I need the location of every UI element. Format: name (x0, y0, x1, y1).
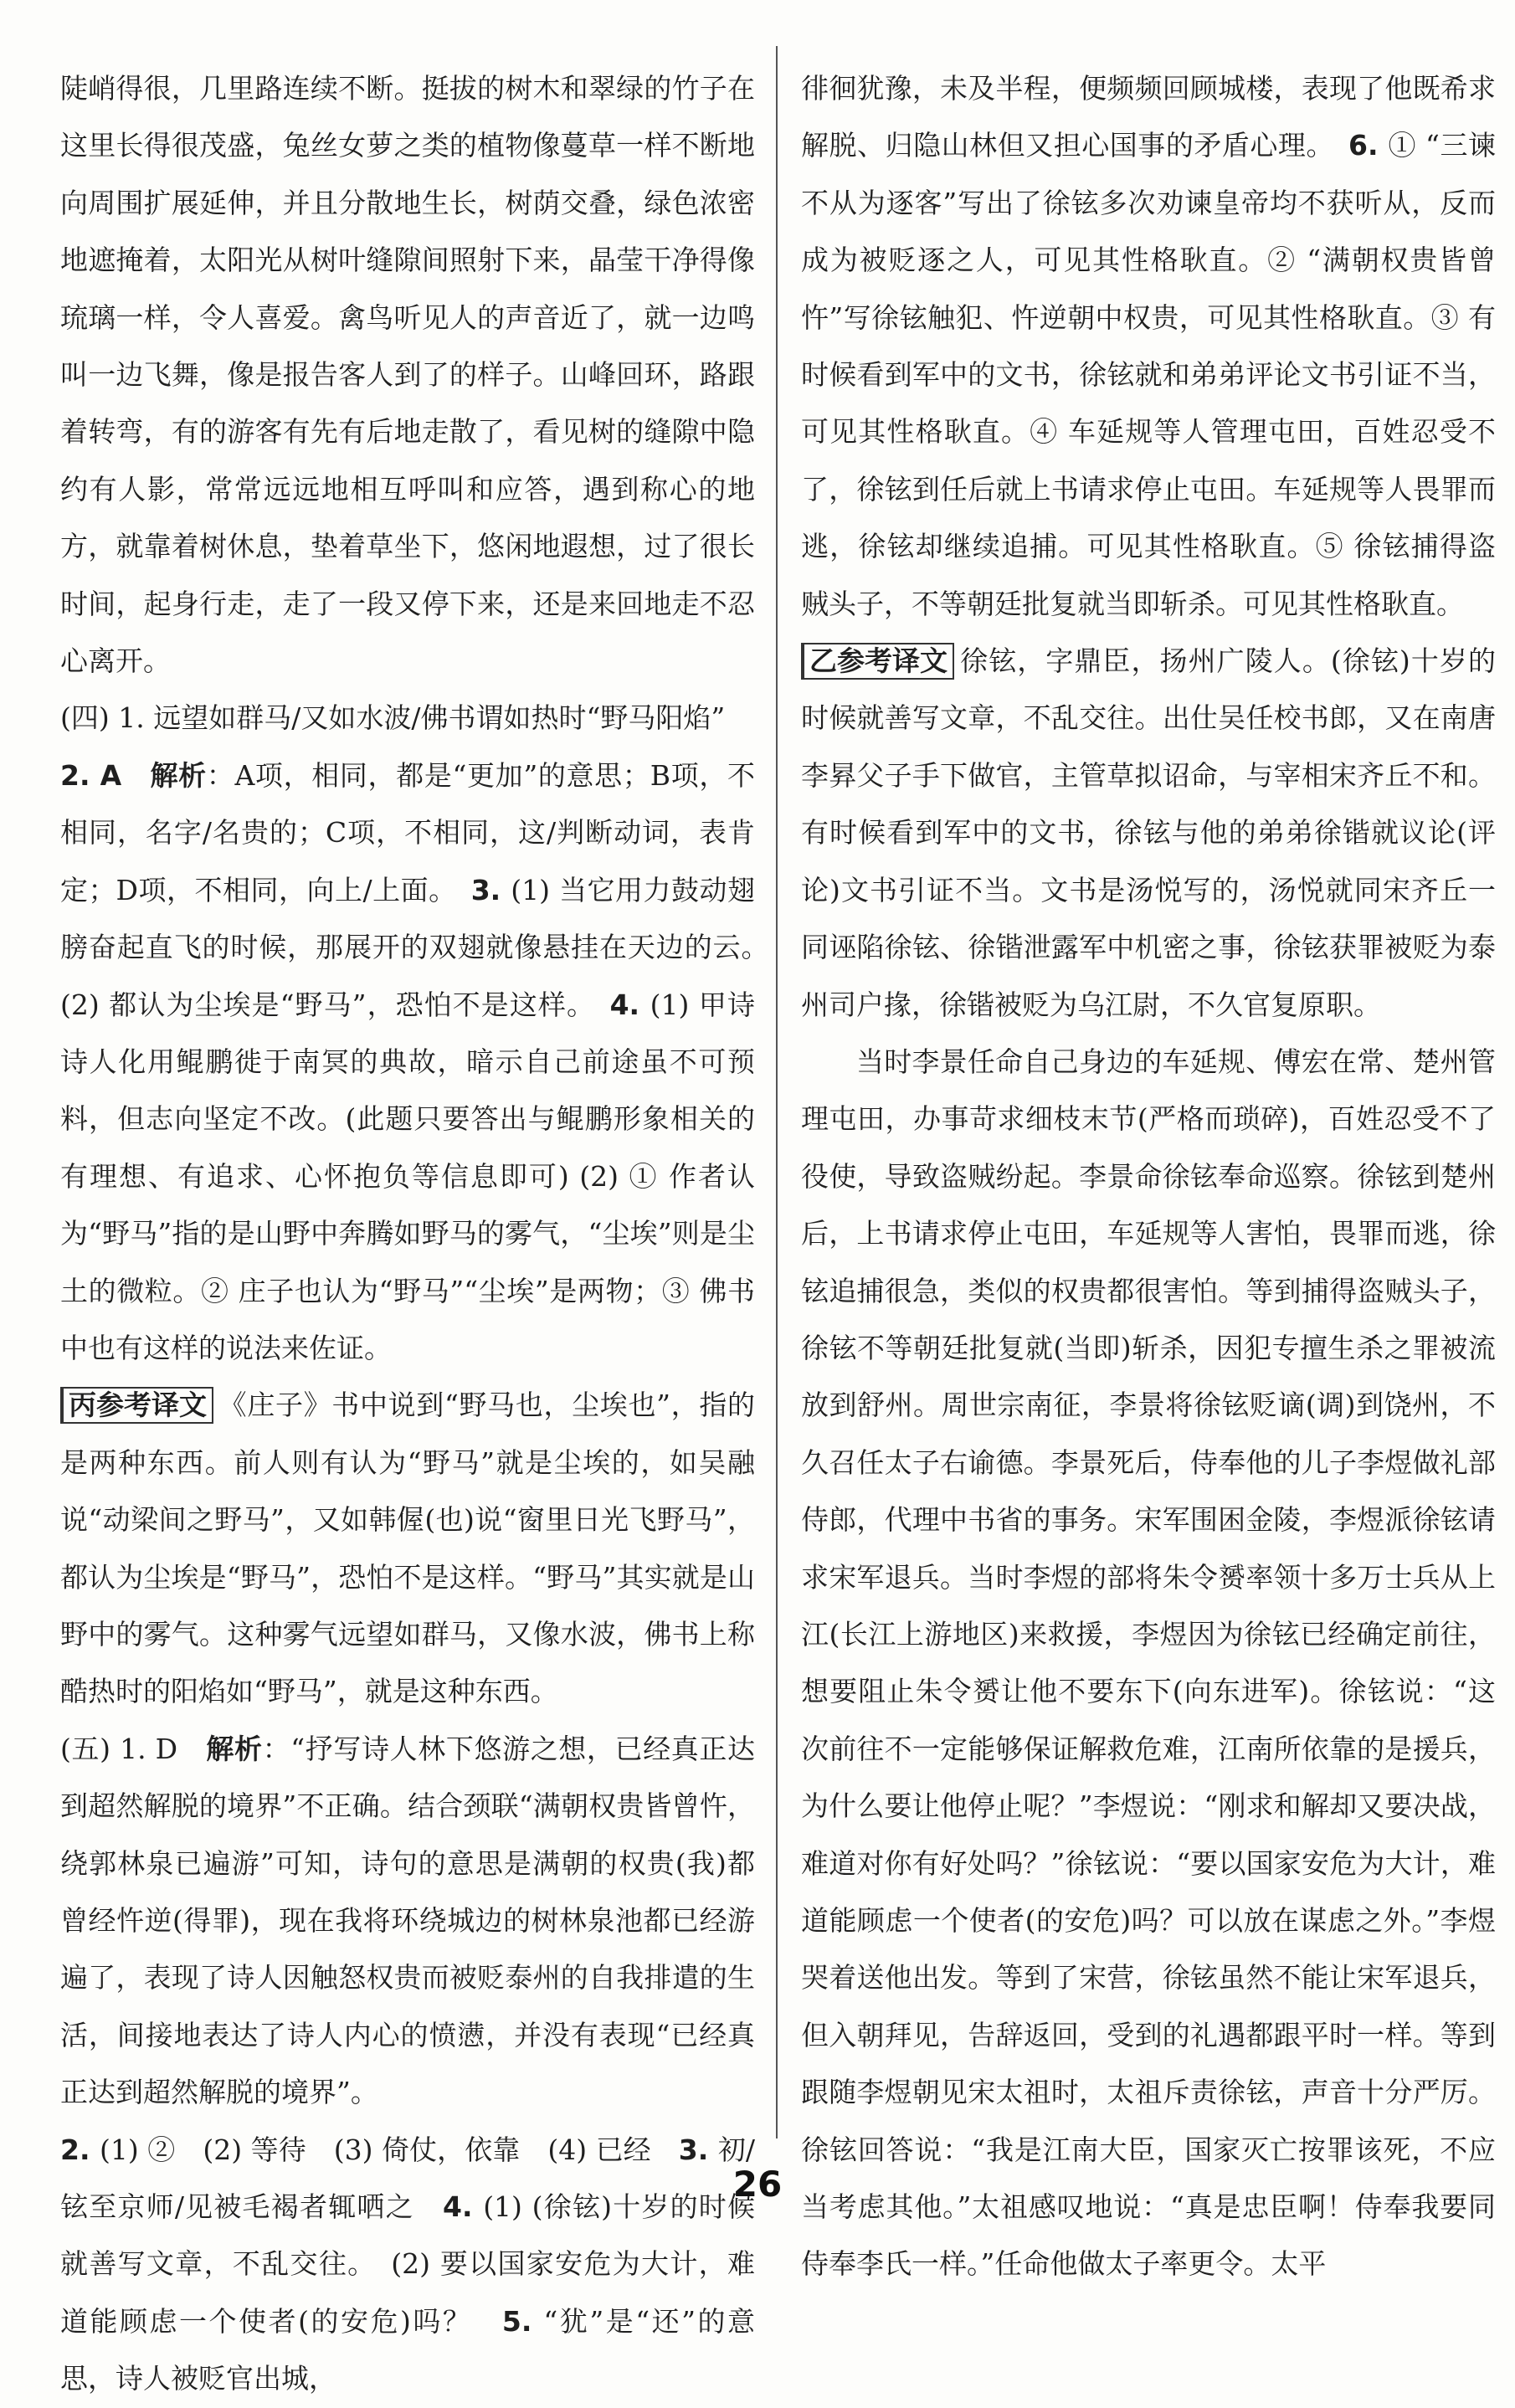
section-five-q2-q5: 2. (1) ② (2) 等待 (3) 倚仗，依靠 (4) 已经 3. 初/铉至京师/见被毛褐者辄哂之 4. (1) (徐铉)十岁的时候就善写文章，不乱交往。 (2) 要以国家安危为大计，难道能顾虑一个使者(的安危)吗？ 5. “犹”是“还”的意思，诗人被贬官出城， (60, 2133, 756, 2395)
column-divider (776, 46, 778, 2138)
section-five-q5-q6: 徘徊犹豫，未及半程，便频频回顾城楼，表现了他既希求解脱、归隐山林但又担心国事的矛盾心理。 6. ① “三谏不从为逐客”写出了徐铉多次劝谏皇帝均不获听从，反而成为被贬逐之人，可见其性格耿直。② “满朝权贵皆曾忤”写徐铉触犯、忤逆朝中权贵，可见其性格耿直。③ 有时候看到军中的文书，徐铉就和弟弟评论文书引证不当，可见其性格耿直。④ 车延规等人管理屯田，百姓忍受不了，徐铉到任后就上书请求停止屯田。车延规等人畏罪而逃，徐铉却继续追捕。可见其性格耿直。⑤ 徐铉捕得盗贼头子，不等朝廷批复就当即斩杀。可见其性格耿直。 (801, 72, 1496, 620)
yi-translation: 乙参考译文 徐铉，字鼎臣，扬州广陵人。(徐铉)十岁的时候就善写文章，不乱交往。出仕吴任校书郎，又在南唐李昪父子手下做官，主管草拟诏命，与宰相宋齐丘不和。有时候看到军中的文书，徐铉与他的弟弟徐锴就议论(评论)文书引证不当。文书是汤悦写的，汤悦就同宋齐丘一同诬陷徐铉、徐锴泄露军中机密之事，徐铉获罪被贬为泰州司户掾，徐锴被贬为乌江尉，不久官复原职。 (801, 644, 1496, 1021)
section-four-q1: (四) 1. 远望如群马/又如水波/佛书谓如热时“野马阳焰” (60, 701, 726, 735)
question-number: 4. (609, 988, 650, 1021)
analysis-label: 解析 (150, 758, 207, 792)
page-number: 26 (732, 2164, 783, 2205)
question-number: 2. A (60, 758, 151, 792)
section-five-heading: (五) 1. D (60, 1732, 207, 1765)
question-number: 6. (1348, 129, 1389, 162)
translation-continued-paragraph: 陡峭得很，几里路连续不断。挺拔的树木和翠绿的竹子在这里长得很茂盛，兔丝女萝之类的植物像蔓草一样不断地向周围扩展延伸，并且分散地生长，树荫交叠，绿色浓密地遮掩着，太阳光从树叶缝隙间照射下来，晶莹干净得像琉璃一样，令人喜爱。禽鸟听见人的声音近了，就一边鸣叫一边飞舞，像是报告客人到了的样子。山峰回环，路跟着转弯，有的游客有先有后地走散了，看见树的缝隙中隐约有人影，常常远远地相互呼叫和应答，遇到称心的地方，就靠着树休息，垫着草坐下，悠闲地遐想，过了很长时间，起身行走，走了一段又停下来，还是来回地走不忍心离开。 (60, 72, 755, 678)
yi-translation-paragraph-2: 当时李景任命自己身边的车延规、傅宏在常、楚州管理屯田，办事苛求细枝末节(严格而琐碎)，百姓忍受不了役使，导致盗贼纷起。李景命徐铉奉命巡察。徐铉到楚州后，上书请求停止屯田，车延规等人害怕，畏罪而逃，徐铉追捕很急，类似的权贵都很害怕。等到捕得盗贼头子，徐铉不等朝廷批复就(当即)斩杀，因犯专擅生杀之罪被流放到舒州。周世宗南征，李景将徐铉贬谪(调)到饶州，不久召任太子右谕德。李景死后，侍奉他的儿子李煜做礼部侍郎，代理中书省的事务。宋军围困金陵，李煜派徐铉请求宋军退兵。当时李煜的部将朱令赟率领十多万士兵从上江(长江上游地区)来救援，李煜因为徐铉已经确定前往，想要阻止朱令赟让他不要东下(向东进军)。徐铉说：“这次前往不一定能够保证解救危难，江南所依靠的是援兵，为什么要让他停止呢？”李煜说：“刚求和解却又要决战，难道对你有好处吗？”徐铉说：“要以国家安危为大计，难道能顾虑一个使者(的安危)吗？可以放在谋虑之外。”李煜哭着送他出发。等到了宋营，徐铉虽然不能让宋军退兵，但入朝拜见，告辞返回，受到的礼遇都跟平时一样。等到跟随李煜朝见宋太祖时，太祖斥责徐铉，声音十分严厉。徐铉回答说：“我是江南大臣，国家灭亡按罪该死，不应当考虑其他。”太祖感叹地说：“真是忠臣啊！侍奉我要同侍奉李氏一样。”任命他做太子率更令。太平 (801, 1045, 1496, 2281)
section-four-q2-q4: 2. A 解析：A项，相同，都是“更加”的意思；B项，不相同，名字/名贵的；C项，不相同，这/判断动词，表肯定；D项，不相同，向上/上面。 3. (1) 当它用力鼓动翅膀奋起直飞的时候，那展开的双翅就像悬挂在天边的云。 (2) 都认为尘埃是“野马”，恐怕不是这样。 4. (1) 甲诗诗人化用鲲鹏徙于南冥的典故，暗示自己前途虽不可预料，但志向坚定不改。(此题只要答出与鲲鹏形象相关的有理想、有追求、心怀抱负等信息即可) (2) ① 作者认为“野马”指的是山野中奔腾如野马的雾气，“尘埃”则是尘土的微粒。② 庄子也认为“野马”“尘埃”是两物；③ 佛书中也有这样的说法来佐证。 (60, 758, 783, 1364)
bing-translation: 丙参考译文 《庄子》书中说到“野马也，尘埃也”，指的是两种东西。前人则有认为“野马”就是尘埃的，如吴融说“动梁间之野马”，又如韩偓(也)说“窗里日光飞野马”，都认为尘埃是“野马”，恐怕不是这样。“野马”其实就是山野中的雾气。这种雾气远望如群马，又像水波，佛书上称酷热时的阳焰如“野马”，就是这种东西。 (60, 1389, 755, 1708)
question-number: 4. (442, 2190, 484, 2224)
question-number: 5. (501, 2304, 544, 2338)
section-five-questions: (五) 1. D 解析：“抒写诗人林下悠游之想，已经真正达到超然解脱的境界”不正确。结合颈联“满朝权贵皆曾忤，绕郭林泉已遍游”可知，诗句的意思是满朝的权贵(我)都曾经忤逆(得罪)，现在我将环绕城边的树林泉池都已经游遍了，表现了诗人因触怒权贵而被贬泰州的自我排遣的生活，间接地表达了诗人内心的愤懑，并没有表现“已经真正达到超然解脱的境界”。 (60, 1732, 756, 2109)
question-number: 3. (678, 2133, 718, 2166)
question-number: 3. (470, 873, 511, 906)
right-column (801, 60, 1496, 2293)
yi-translation-tag: 乙参考译文 (801, 643, 954, 680)
analysis-label: 解析 (206, 1732, 263, 1765)
bing-translation-tag: 丙参考译文 (60, 1387, 213, 1424)
section-four-heading: (四) 1. (60, 701, 154, 735)
question-number: 2. (60, 2133, 100, 2166)
